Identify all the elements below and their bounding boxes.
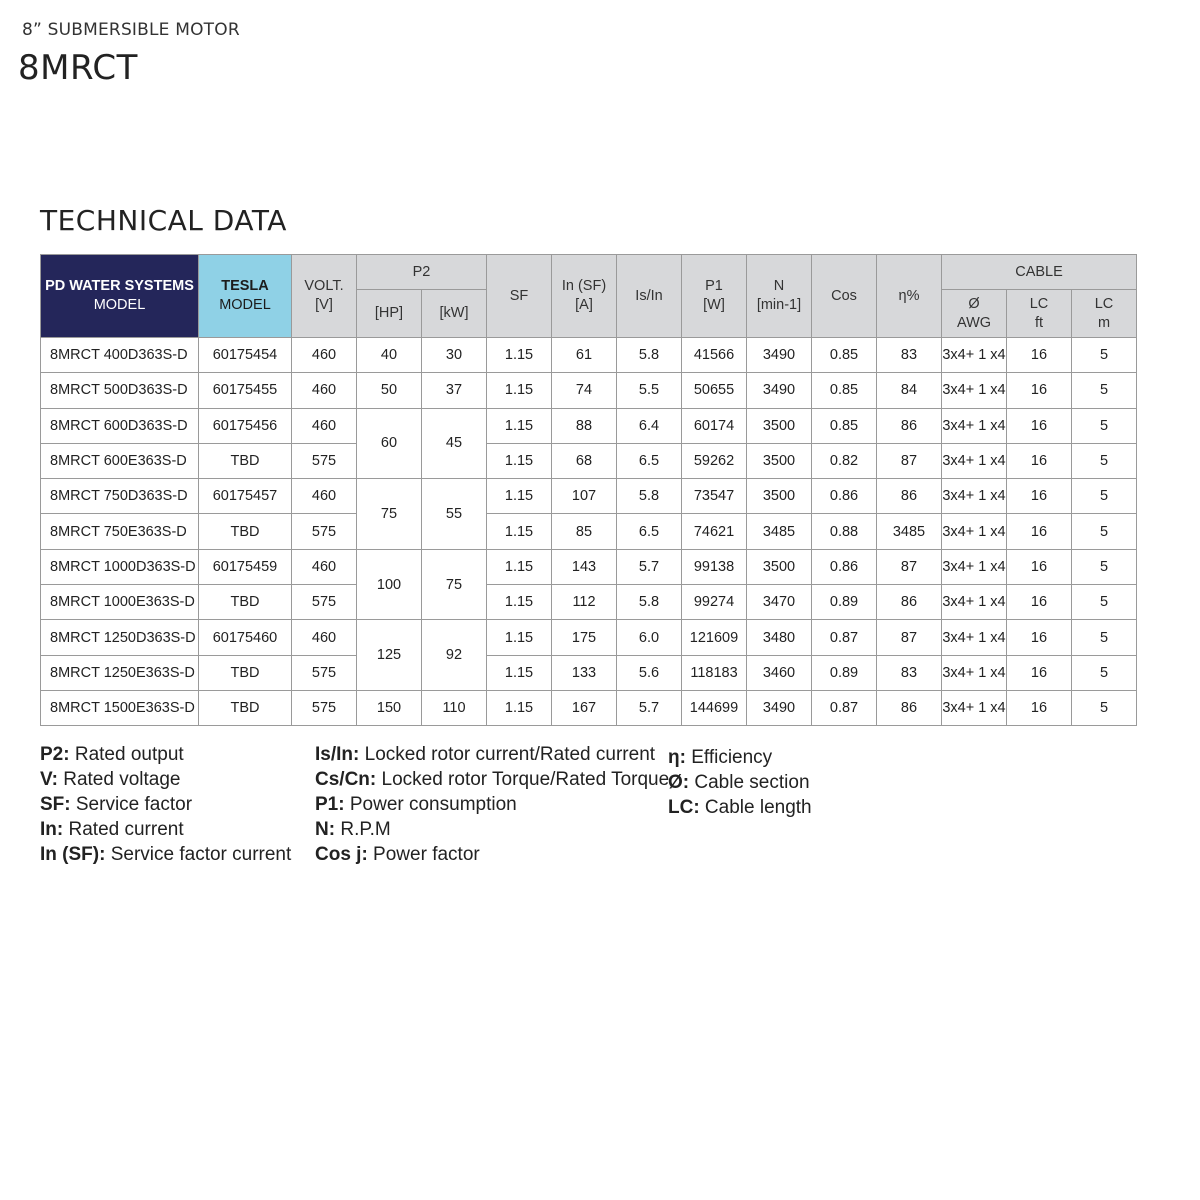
cell-kw: 92 [422,620,487,691]
header-lc-ft [1007,290,1072,338]
cell-lc-m: 5 [1072,620,1137,655]
cell-model: 8MRCT 1000D363S-D [41,549,199,584]
header-in-sf-line1: In (SF) [561,278,607,294]
cell-p1: 144699 [682,690,747,725]
cell-hp: 100 [357,549,422,620]
cell-efficiency: 87 [877,443,942,478]
cell-efficiency: 83 [877,655,942,690]
cell-p1: 73547 [682,479,747,514]
legend-term: LC: [668,797,700,818]
cell-n: 3470 [747,585,812,620]
header-n-line2: [min-1] [756,297,802,313]
cell-model: 8MRCT 600E363S-D [41,443,199,478]
cell-lc-m: 5 [1072,655,1137,690]
cell-n: 3500 [747,479,812,514]
cell-lc-m: 5 [1072,338,1137,373]
cell-cos: 0.85 [812,408,877,443]
cell-tesla: TBD [199,514,292,549]
legend-item [315,792,669,817]
cell-hp: 75 [357,479,422,550]
cell-awg: 3x4+ 1 x4 [942,514,1007,549]
header-p1 [682,255,747,338]
cell-kw: 45 [422,408,487,479]
cell-sf: 1.15 [487,373,552,408]
cell-is-in: 5.7 [617,549,682,584]
cell-p1: 50655 [682,373,747,408]
legend-desc: Rated output [69,744,184,765]
cell-sf: 1.15 [487,443,552,478]
cell-kw: 110 [422,690,487,725]
cell-sf: 1.15 [487,514,552,549]
cell-awg: 3x4+ 1 x4 [942,549,1007,584]
header-p1-line2: [W] [703,297,725,313]
cell-efficiency: 86 [877,690,942,725]
legend-desc: Power consumption [344,794,517,815]
cell-tesla: TBD [199,585,292,620]
legend-term: N: [315,819,336,840]
header-sf: SF [487,255,552,338]
cell-n: 3500 [747,549,812,584]
cell-tesla: 60175456 [199,408,292,443]
legend-term: Cos j: [315,844,368,865]
cell-lc-m: 5 [1072,373,1137,408]
cell-lc-m: 5 [1072,585,1137,620]
cell-tesla: 60175460 [199,620,292,655]
legend-term: In: [40,819,64,840]
cell-n: 3500 [747,408,812,443]
cell-lc-ft: 16 [1007,373,1072,408]
header-hp: [HP] [357,290,422,338]
legend-term: SF: [40,794,71,815]
table-header [41,255,1200,338]
cell-efficiency: 86 [877,585,942,620]
header-p1-line1: P1 [705,278,723,294]
cell-in-sf: 175 [552,620,617,655]
table-row [41,373,1200,408]
cell-efficiency: 3485 [877,514,942,549]
cell-tesla: TBD [199,443,292,478]
cell-cos: 0.87 [812,690,877,725]
cell-sf: 1.15 [487,479,552,514]
table-row [41,549,1200,584]
table-row [41,690,1200,725]
legend-desc: Power factor [367,844,480,865]
cell-in-sf: 74 [552,373,617,408]
cell-awg: 3x4+ 1 x4 [942,655,1007,690]
cell-kw: 75 [422,549,487,620]
cell-hp: 60 [357,408,422,479]
cell-is-in: 5.6 [617,655,682,690]
product-model-title: 8MRCT [18,48,138,88]
cell-lc-ft: 16 [1007,655,1072,690]
table-row [41,338,1200,373]
cell-volt: 460 [292,373,357,408]
cell-n: 3485 [747,514,812,549]
cell-efficiency: 84 [877,373,942,408]
cell-sf: 1.15 [487,549,552,584]
legend-term: Is/In: [315,744,360,765]
cell-lc-m: 5 [1072,549,1137,584]
header-volt-line2: [V] [315,297,333,313]
cell-cos: 0.85 [812,338,877,373]
cell-model: 8MRCT 500D363S-D [41,373,199,408]
cell-is-in: 6.5 [617,514,682,549]
cell-cos: 0.85 [812,373,877,408]
table-row [41,479,1200,514]
legend-item [668,770,812,795]
header-lc-m [1072,290,1137,338]
cell-tesla: 60175455 [199,373,292,408]
cell-lc-ft: 16 [1007,690,1072,725]
cell-volt: 575 [292,443,357,478]
header-lc-ft-line1: LC [1029,295,1049,312]
cell-lc-ft: 16 [1007,514,1072,549]
cell-efficiency: 87 [877,620,942,655]
legend-item [40,817,291,842]
table-row [41,443,1200,478]
cell-awg: 3x4+ 1 x4 [942,338,1007,373]
cell-p1: 41566 [682,338,747,373]
cell-p1: 59262 [682,443,747,478]
legend-item [40,767,291,792]
legend-desc: Service factor current [105,844,292,865]
legend-desc: R.P.M [335,819,391,840]
cell-cos: 0.88 [812,514,877,549]
header-tesla-model [199,255,292,338]
cell-sf: 1.15 [487,338,552,373]
cell-sf: 1.15 [487,655,552,690]
cell-tesla: 60175454 [199,338,292,373]
header-efficiency: η% [877,255,942,338]
cell-n: 3490 [747,373,812,408]
table-row [41,655,1200,690]
header-awg-line1: Ø [968,295,980,312]
cell-awg: 3x4+ 1 x4 [942,585,1007,620]
header-awg [942,290,1007,338]
table-row [41,408,1200,443]
cell-cos: 0.86 [812,549,877,584]
cell-model: 8MRCT 1000E363S-D [41,585,199,620]
cell-model: 8MRCT 1250E363S-D [41,655,199,690]
header-pd-model-label: MODEL [93,297,146,313]
header-pd-brand: PD WATER SYSTEMS [45,278,194,294]
cell-is-in: 6.0 [617,620,682,655]
cell-p1: 60174 [682,408,747,443]
legend-term: P2: [40,744,70,765]
header-in-sf [552,255,617,338]
cell-volt: 460 [292,620,357,655]
legend-desc: Rated voltage [57,769,181,790]
cell-lc-ft: 16 [1007,408,1072,443]
legend-desc: Rated current [63,819,184,840]
cell-sf: 1.15 [487,408,552,443]
cell-lc-ft: 16 [1007,479,1072,514]
cell-lc-ft: 16 [1007,443,1072,478]
cell-lc-m: 5 [1072,479,1137,514]
header-lc-ft-line2: ft [1034,314,1044,331]
cell-sf: 1.15 [487,585,552,620]
cell-volt: 460 [292,338,357,373]
section-title: TECHNICAL DATA [40,204,287,237]
cell-lc-ft: 16 [1007,585,1072,620]
header-awg-line2: AWG [956,314,992,331]
cell-kw: 37 [422,373,487,408]
cell-n: 3490 [747,690,812,725]
cell-kw: 30 [422,338,487,373]
cell-lc-ft: 16 [1007,338,1072,373]
cell-volt: 575 [292,655,357,690]
cell-tesla: 60175459 [199,549,292,584]
table-row [41,585,1200,620]
header-n-line1: N [773,278,785,294]
header-volt-line1: VOLT. [304,278,344,294]
cell-in-sf: 68 [552,443,617,478]
cell-is-in: 6.5 [617,443,682,478]
legend-desc: Cable length [699,797,812,818]
header-cable: CABLE [942,255,1137,290]
cell-cos: 0.89 [812,585,877,620]
technical-data-table [40,254,1200,726]
header-lc-m-line2: m [1097,314,1111,331]
cell-in-sf: 85 [552,514,617,549]
cell-volt: 575 [292,514,357,549]
header-tesla-brand: TESLA [221,278,269,294]
legend-term: V: [40,769,58,790]
cell-in-sf: 88 [552,408,617,443]
cell-awg: 3x4+ 1 x4 [942,373,1007,408]
table-row [41,620,1200,655]
legend-item [668,745,812,770]
cell-p1: 99138 [682,549,747,584]
legend-desc: Locked rotor current/Rated current [359,744,656,765]
cell-n: 3500 [747,443,812,478]
legend-term: Cs/Cn: [315,769,377,790]
legend-column-1 [40,742,291,867]
cell-lc-m: 5 [1072,690,1137,725]
cell-hp: 40 [357,338,422,373]
header-is-in: Is/In [617,255,682,338]
cell-volt: 460 [292,408,357,443]
cell-tesla: 60175457 [199,479,292,514]
cell-is-in: 5.8 [617,479,682,514]
cell-is-in: 5.8 [617,338,682,373]
cell-volt: 460 [292,479,357,514]
header-volt [292,255,357,338]
cell-sf: 1.15 [487,690,552,725]
cell-in-sf: 107 [552,479,617,514]
cell-volt: 460 [292,549,357,584]
cell-model: 8MRCT 400D363S-D [41,338,199,373]
cell-n: 3480 [747,620,812,655]
cell-kw: 55 [422,479,487,550]
cell-hp: 150 [357,690,422,725]
cell-efficiency: 86 [877,408,942,443]
cell-is-in: 5.8 [617,585,682,620]
legend-desc: Locked rotor Torque/Rated Torque [376,769,670,790]
cell-volt: 575 [292,690,357,725]
cell-hp: 125 [357,620,422,691]
cell-model: 8MRCT 750D363S-D [41,479,199,514]
cell-in-sf: 112 [552,585,617,620]
cell-is-in: 6.4 [617,408,682,443]
cell-cos: 0.86 [812,479,877,514]
header-in-sf-line2: [A] [575,297,593,313]
legend-item [40,842,291,867]
cell-efficiency: 86 [877,479,942,514]
header-lc-m-line1: LC [1094,295,1114,312]
cell-p1: 74621 [682,514,747,549]
cell-model: 8MRCT 1250D363S-D [41,620,199,655]
legend-term: Ø: [668,772,690,793]
header-tesla-model-label: MODEL [219,297,271,313]
cell-model: 8MRCT 600D363S-D [41,408,199,443]
legend-column-3 [668,745,812,820]
cell-awg: 3x4+ 1 x4 [942,690,1007,725]
cell-lc-ft: 16 [1007,620,1072,655]
cell-lc-m: 5 [1072,443,1137,478]
legend-item [315,742,669,767]
legend-item [315,842,669,867]
cell-lc-m: 5 [1072,514,1137,549]
product-subtitle: 8” SUBMERSIBLE MOTOR [22,20,240,40]
legend-desc: Efficiency [685,747,773,768]
cell-efficiency: 87 [877,549,942,584]
cell-cos: 0.87 [812,620,877,655]
cell-lc-ft: 16 [1007,549,1072,584]
legend-term: η: [668,747,686,768]
cell-p1: 99274 [682,585,747,620]
header-n [747,255,812,338]
cell-cos: 0.82 [812,443,877,478]
cell-hp: 50 [357,373,422,408]
header-pd-model [41,255,199,338]
cell-is-in: 5.7 [617,690,682,725]
cell-efficiency: 83 [877,338,942,373]
cell-p1: 121609 [682,620,747,655]
cell-awg: 3x4+ 1 x4 [942,620,1007,655]
legend-item [40,742,291,767]
header-kw: [kW] [422,290,487,338]
cell-n: 3460 [747,655,812,690]
table-body [41,338,1200,726]
table-row [41,514,1200,549]
legend-desc: Cable section [689,772,810,793]
legend-item [315,817,669,842]
cell-awg: 3x4+ 1 x4 [942,443,1007,478]
cell-model: 8MRCT 1500E363S-D [41,690,199,725]
legend-desc: Service factor [70,794,193,815]
cell-cos: 0.89 [812,655,877,690]
cell-tesla: TBD [199,690,292,725]
legend-term: In (SF): [40,844,106,865]
legend-term: P1: [315,794,345,815]
cell-p1: 118183 [682,655,747,690]
cell-n: 3490 [747,338,812,373]
header-cos: Cos [812,255,877,338]
legend-item [40,792,291,817]
legend-column-2 [315,742,669,867]
header-p2: P2 [357,255,487,290]
legend-item [668,795,812,820]
cell-is-in: 5.5 [617,373,682,408]
cell-in-sf: 61 [552,338,617,373]
cell-lc-m: 5 [1072,408,1137,443]
cell-in-sf: 167 [552,690,617,725]
cell-sf: 1.15 [487,620,552,655]
cell-volt: 575 [292,585,357,620]
cell-awg: 3x4+ 1 x4 [942,408,1007,443]
legend-item [315,767,669,792]
cell-in-sf: 133 [552,655,617,690]
cell-in-sf: 143 [552,549,617,584]
cell-model: 8MRCT 750E363S-D [41,514,199,549]
cell-awg: 3x4+ 1 x4 [942,479,1007,514]
cell-tesla: TBD [199,655,292,690]
